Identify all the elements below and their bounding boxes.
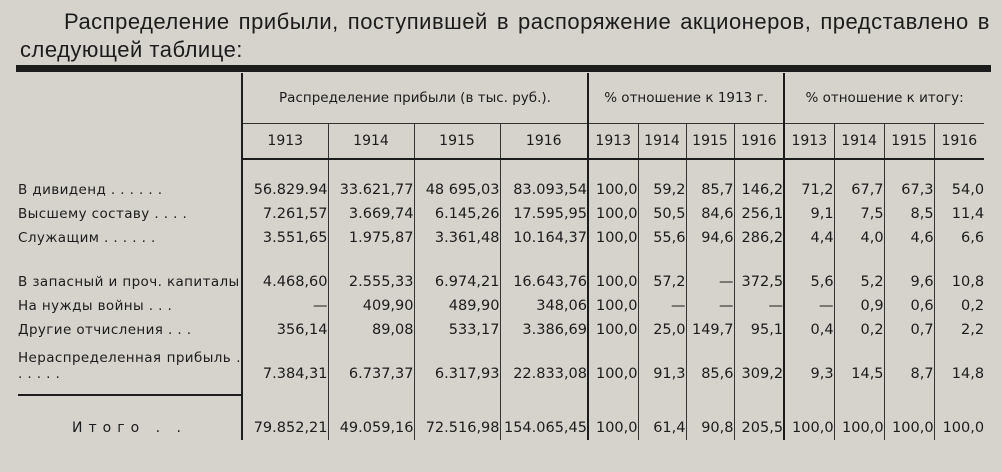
table-cell: 56.829.94	[242, 159, 328, 198]
table-row	[18, 290, 984, 314]
year-header: 1916	[500, 124, 588, 160]
row-label: В запасный и проч. капиталы	[18, 274, 240, 290]
header-corner	[18, 73, 242, 124]
row-label: Высшему составу . . . .	[18, 206, 188, 222]
year-header: 1915	[414, 124, 500, 160]
table-cell: 4,6	[884, 222, 934, 246]
table-cell: 100,0	[588, 222, 638, 246]
table-cell: —	[784, 290, 834, 314]
table-cell: 4.468,60	[242, 246, 328, 290]
table-cell: 14,8	[934, 338, 984, 382]
total-cell: 100,0	[784, 395, 834, 440]
table-cell: 11,4	[934, 198, 984, 222]
total-cell: 90,8	[686, 395, 734, 440]
table-cell: 25,0	[638, 314, 686, 338]
year-header: 1915	[686, 124, 734, 160]
table-cell: 91,3	[638, 338, 686, 382]
year-header: 1914	[328, 124, 414, 160]
table-cell: 22.833,08	[500, 338, 588, 382]
total-cell: 100,0	[588, 395, 638, 440]
table-cell: 4,0	[834, 222, 884, 246]
table-cell: 6.317,93	[414, 338, 500, 382]
table-cell: 67,3	[884, 159, 934, 198]
table-cell: 17.595,95	[500, 198, 588, 222]
table-cell: —	[734, 290, 784, 314]
table-cell: 83.093,54	[500, 159, 588, 198]
profit-distribution-table	[18, 73, 984, 440]
table-cell: 55,6	[638, 222, 686, 246]
table-cell: 95,1	[734, 314, 784, 338]
table-cell: 0,7	[884, 314, 934, 338]
total-cell: 61,4	[638, 395, 686, 440]
table-cell: 100,0	[588, 290, 638, 314]
year-header: 1915	[884, 124, 934, 160]
header-pct-1913: % отношение к 1913 г.	[588, 73, 784, 124]
table-cell: 10,8	[934, 246, 984, 290]
table-cell: 100,0	[588, 338, 638, 382]
row-label: В дивиденд . . . . . .	[18, 182, 163, 198]
table-row	[18, 222, 984, 246]
table-row	[18, 246, 984, 290]
table-cell: 9,1	[784, 198, 834, 222]
table-cell: 33.621,77	[328, 159, 414, 198]
table-row	[18, 338, 984, 382]
separator-row	[18, 382, 984, 395]
row-label: Нераспределенная прибыль . . . . . .	[18, 350, 241, 382]
total-cell: 72.516,98	[414, 395, 500, 440]
table-cell: 7,5	[834, 198, 884, 222]
table-cell: 5,2	[834, 246, 884, 290]
total-cell: 100,0	[834, 395, 884, 440]
table-row	[18, 198, 984, 222]
total-label: Итого . .	[72, 420, 187, 436]
table-cell: 10.164,37	[500, 222, 588, 246]
table-cell: —	[638, 290, 686, 314]
table-cell: 7.261,57	[242, 198, 328, 222]
total-cell: 49.059,16	[328, 395, 414, 440]
total-row	[18, 395, 984, 440]
table-cell: 0,6	[884, 290, 934, 314]
table-cell: 67,7	[834, 159, 884, 198]
table-cell: 100,0	[588, 159, 638, 198]
table-cell: 372,5	[734, 246, 784, 290]
table-cell: 356,14	[242, 314, 328, 338]
table-cell: 533,17	[414, 314, 500, 338]
table-cell: 149,7	[686, 314, 734, 338]
table-cell: 3.551,65	[242, 222, 328, 246]
year-header: 1913	[242, 124, 328, 160]
table-cell: 6.974,21	[414, 246, 500, 290]
table-cell: 14,5	[834, 338, 884, 382]
table-cell: 0,4	[784, 314, 834, 338]
table-cell: 6,6	[934, 222, 984, 246]
year-header: 1916	[934, 124, 984, 160]
table-cell: 309,2	[734, 338, 784, 382]
table-cell: 50,5	[638, 198, 686, 222]
table-cell: 100,0	[588, 314, 638, 338]
total-cell: 79.852,21	[242, 395, 328, 440]
group-header-row	[18, 73, 984, 124]
intro-paragraph: Распределение прибыли, поступившей в распоряжение акционеров, представлено в следующей таблице:	[20, 9, 990, 62]
table-cell: 0,9	[834, 290, 884, 314]
total-cell: 205,5	[734, 395, 784, 440]
row-label: На нужды войны . . .	[18, 298, 173, 314]
table-cell: 85,6	[686, 338, 734, 382]
year-header: 1914	[834, 124, 884, 160]
table-cell: 3.669,74	[328, 198, 414, 222]
table-cell: 286,2	[734, 222, 784, 246]
table-cell: 94,6	[686, 222, 734, 246]
row-label: Служащим . . . . . .	[18, 230, 156, 246]
table-cell: 4,4	[784, 222, 834, 246]
table-cell: 1.975,87	[328, 222, 414, 246]
table-cell: 3.386,69	[500, 314, 588, 338]
table-row	[18, 314, 984, 338]
header-amounts: Распределение прибыли (в тыс. руб.).	[242, 73, 588, 124]
table-cell: 9,3	[784, 338, 834, 382]
year-header: 1913	[784, 124, 834, 160]
table-cell: 84,6	[686, 198, 734, 222]
table-cell: —	[242, 290, 328, 314]
table-cell: 59,2	[638, 159, 686, 198]
year-header: 1913	[588, 124, 638, 160]
table-cell: 0,2	[834, 314, 884, 338]
total-cell: 100,0	[884, 395, 934, 440]
table-top-rule	[16, 65, 991, 72]
table-cell: 348,06	[500, 290, 588, 314]
table-cell: 71,2	[784, 159, 834, 198]
table-cell: —	[686, 290, 734, 314]
table-row	[18, 159, 984, 198]
table-cell: 16.643,76	[500, 246, 588, 290]
table-cell: 7.384,31	[242, 338, 328, 382]
header-pct-total: % отношение к итогу:	[784, 73, 984, 124]
table-cell: 256,1	[734, 198, 784, 222]
total-cell: 154.065,45	[500, 395, 588, 440]
year-header: 1916	[734, 124, 784, 160]
table-body	[18, 159, 984, 440]
year-header-row	[18, 124, 984, 160]
header-corner-years	[18, 124, 242, 160]
year-header: 1914	[638, 124, 686, 160]
table-cell: 0,2	[934, 290, 984, 314]
table-cell: 9,6	[884, 246, 934, 290]
table-cell: 2.555,33	[328, 246, 414, 290]
table-cell: 48 695,03	[414, 159, 500, 198]
table-cell: 146,2	[734, 159, 784, 198]
table-cell: 8,5	[884, 198, 934, 222]
table-cell: 6.145,26	[414, 198, 500, 222]
table-cell: 57,2	[638, 246, 686, 290]
table-cell: 5,6	[784, 246, 834, 290]
table-cell: 85,7	[686, 159, 734, 198]
table-cell: 100,0	[588, 198, 638, 222]
table-cell: 89,08	[328, 314, 414, 338]
table-cell: 100,0	[588, 246, 638, 290]
total-cell: 100,0	[934, 395, 984, 440]
table-cell: 2,2	[934, 314, 984, 338]
table-cell: 54,0	[934, 159, 984, 198]
row-label: Другие отчисления . . .	[18, 322, 192, 338]
table-cell: —	[686, 246, 734, 290]
table-cell: 489,90	[414, 290, 500, 314]
table-cell: 8,7	[884, 338, 934, 382]
table-cell: 409,90	[328, 290, 414, 314]
table-cell: 6.737,37	[328, 338, 414, 382]
table-cell: 3.361,48	[414, 222, 500, 246]
